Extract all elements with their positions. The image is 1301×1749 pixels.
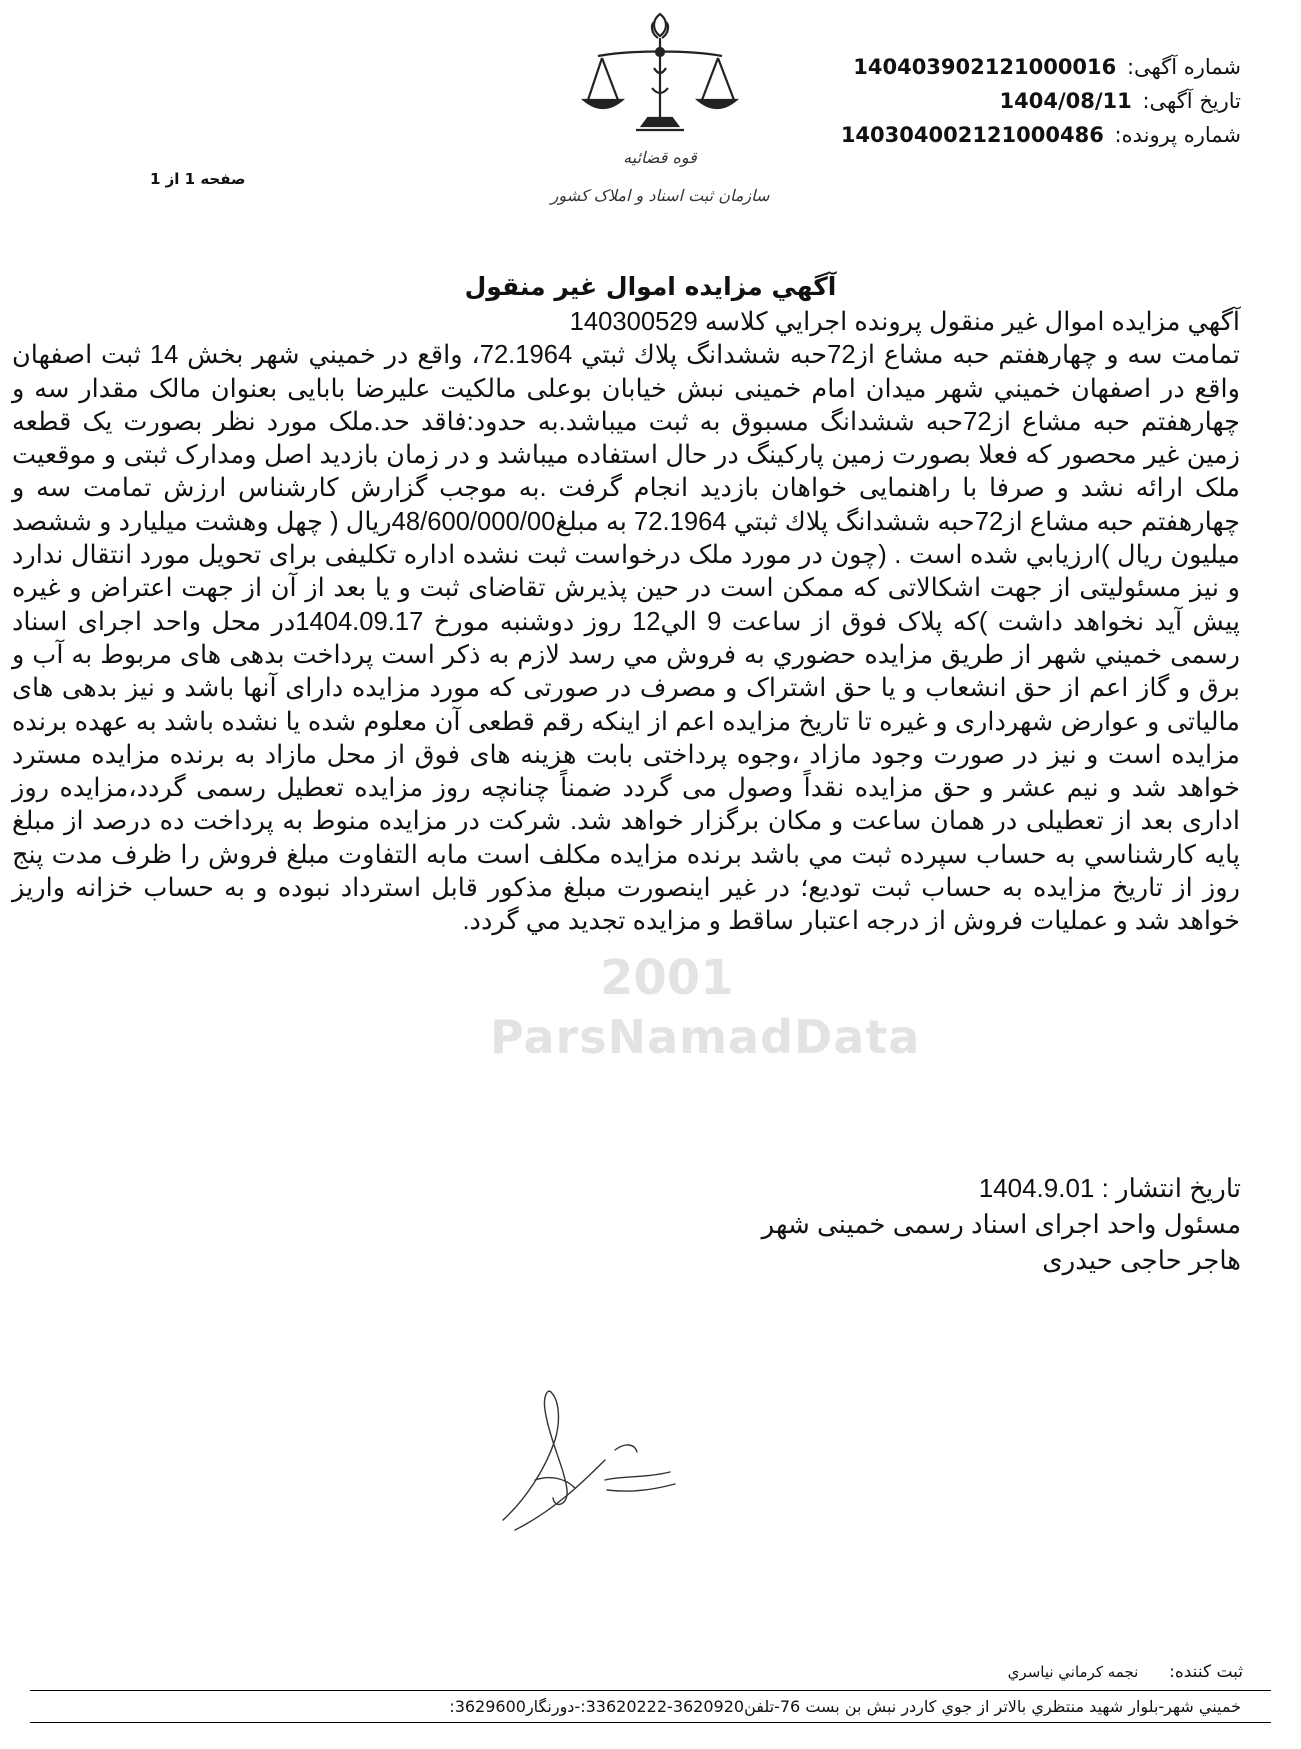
- file-number: 14030400212100048‌6: [840, 123, 1104, 147]
- notice-date-label: تاریخ آگهی:: [1142, 89, 1241, 113]
- registrar-line: [1008, 1662, 1243, 1682]
- signature-stroke-icon: [495, 1380, 695, 1540]
- page-indicator: صفحه 1 از 1: [150, 170, 246, 188]
- notice-number: 140403902121000016: [853, 55, 1117, 79]
- publication-date: 1404.9.01: [978, 1173, 1095, 1203]
- file-number-row: [841, 118, 1241, 152]
- org-line-judiciary: قوه قضائیه: [623, 148, 697, 167]
- footer-divider-bottom: [30, 1722, 1271, 1723]
- registrar-label: ثبت کننده:: [1169, 1662, 1243, 1682]
- body-paragraph-main: تمامت سه و چهارهفتم حبه مشاع از72حبه ششدانگ پلاك ثبتي 72.1964، واقع در خميني شهر بخش 14 ثبت اصفهان واقع در اصفهان خميني شهر ميدان امام خمينی نبش خيابان بوعلی مالكيت عليرضا بابايی بعنوان مالک مقدار سه و چهارهفتم حبه مشاع از72حبه ششدانگ مسبوق به ثبت ميباشد.به حدود:فاقد حد.ملک مورد نظر بصورت يک قطعه زمين غير محصور كه فعلا بصورت زمين پاركينگ در حال استفاده ميباشد و در زمان بازديد اصل ومدارک ثبتی و موقعيت ملک ارائه نشد و صرفا با راهنمايی خواهان بازديد انجام گرفت .به موجب گزارش كارشناس ارزش تمامت سه و چهارهفتم حبه مشاع از72حبه ششدانگ پلاك ثبتي 72.1964 به مبلغ48/600/000/00ريال ( چهل وهشت ميليارد و ششصد ميليون ريال )ارزيابي شده است . (چون در مورد ملک درخواست ثبت نشده اداره تكليفی برای تحويل مورد انتقال ندارد و نيز مسئوليتی از جهت اشكالاتی كه ممكن است در حين پذيرش تقاضای ثبت و يا بعد از آن از جهت اعتراض و غيره پيش آيد نخواهد داشت )كه پلاک فوق از ساعت 9 الي12 روز دوشنبه مورخ 1404.09.17در محل واحد اجرای اسناد رسمی خميني شهر از طريق مزايده حضوري به فروش مي رسد لازم به ذكر است پرداخت بدهی های مربوط به آب و برق و گاز اعم از حق انشعاب و يا حق اشتراک و مصرف در صورتی كه مورد مزايده دارای آنها باشد و نيز بدهی های مالياتی و عوارض شهرداری و غيره تا تاريخ مزايده اعم از اينكه رقم قطعی آن معلوم شده يا نشده باشد به عهده برنده مزايده است و نيز در صورت وجود مازاد ،وجوه پرداختی بابت هزينه های فوق از محل مازاد به برنده مزايده مسترد خواهد شد و نيم عشر و حق مزايده نقداً وصول می گردد ضمناً چنانچه روز مزايده تعطيل رسمی گردد،مزايده روز اداری بعد از تعطيلی در همان ساعت و مكان برگزار خواهد شد. شركت در مزايده منوط به پرداخت ده درصد از مبلغ پايه كارشناسي به حساب سپرده ثبت مي باشد برنده مزايده مكلف است مابه التفاوت مبلغ فروش را ظرف مدت پنج روز از تاريخ مزايده به حساب ثبت توديع؛ در غير اينصورت مبلغ مذكور قابل استرداد نبوده و به حساب خزانه واريز خواهد شد و عمليات فروش از درجه اعتبار ساقط و مزايده تجديد مي گردد.: [12, 341, 1241, 936]
- watermark-number: 2001: [600, 950, 734, 1006]
- scales-of-justice-icon: [580, 8, 740, 148]
- page-title: آگهي مزايده اموال غير منقول: [464, 272, 837, 301]
- watermark: [450, 950, 921, 1210]
- body-paragraph-case: آگهي مزايده اموال غير منقول پرونده اجرايي كلاسه 140300529: [569, 308, 1240, 336]
- org-line-registration: سازمان ثبت اسناد و املاک کشور: [550, 186, 770, 205]
- watermark-brand: ParsNamadData: [490, 1010, 921, 1064]
- publication-date-line: [979, 1171, 1241, 1205]
- notice-meta: [841, 50, 1241, 152]
- notice-body: [12, 306, 1240, 939]
- signatory-position: مسئول واحد اجرای اسناد رسمی خمینی شهر: [761, 1209, 1241, 1239]
- notice-date: 1404/08/11: [999, 89, 1132, 113]
- registrar-name: نجمه كرماني نياسري: [1007, 1663, 1139, 1681]
- publication-label: تاريخ انتشار :: [1101, 1173, 1241, 1203]
- judiciary-emblem: [540, 8, 780, 223]
- notice-number-label: شماره آگهی:: [1126, 55, 1241, 79]
- signatory-name: هاجر حاجی حیدری: [1042, 1245, 1241, 1275]
- footer-divider: [30, 1690, 1271, 1691]
- notice-number-row: [841, 50, 1241, 84]
- footer-address: خميني شهر-بلوار شهيد منتظري بالاتر از جوي كاردر نبش بن بست 76-تلفن3620920-33620222:-دورنگار3629600:: [449, 1697, 1241, 1716]
- file-number-label: شماره پرونده:: [1114, 123, 1241, 147]
- notice-date-row: [841, 84, 1241, 118]
- handwritten-signature: [495, 1380, 695, 1540]
